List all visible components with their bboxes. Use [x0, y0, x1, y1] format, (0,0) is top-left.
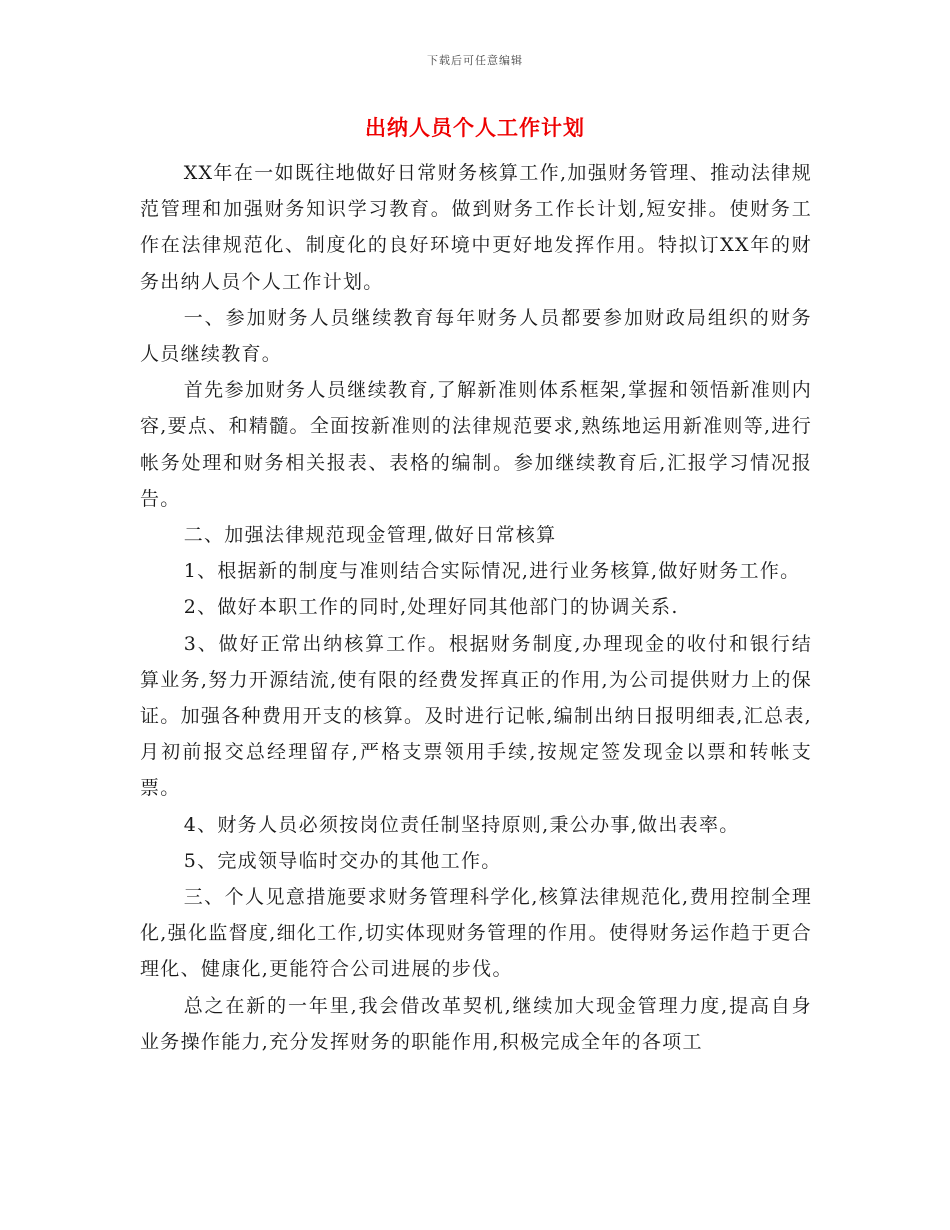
paragraph-conclusion: 总之在新的一年里,我会借改革契机,继续加大现金管理力度,提高自身业务操作能力,充分发挥财务的职能作用,积极完成全年的各项工 [140, 994, 812, 1053]
paragraph-section-3: 三、个人见意措施要求财务管理科学化,核算法律规范化,费用控制全理化,强化监督度,细化工作,切实体现财务管理的作用。使得财务运作趋于更合理化、健康化,更能符合公司进展的步伐。 [140, 886, 812, 981]
paragraph-intro: XX年在一如既往地做好日常财务核算工作,加强财务管理、推动法律规范管理和加强财务知识学习教育。做到财务工作长计划,短安排。使财务工作在法律规范化、制度化的良好环境中更好地发挥作用。特拟订XX年的财务出纳人员个人工作计划。 [140, 162, 812, 293]
paragraph-section-1-heading: 一、参加财务人员继续教育每年财务人员都要参加财政局组织的财务人员继续教育。 [140, 306, 812, 366]
paragraph-item-5: 5、完成领导临时交办的其他工作。 [183, 849, 502, 872]
document-body [140, 155, 812, 1060]
document-title: 出纳人员个人工作计划 [365, 115, 585, 140]
paragraph-item-2: 2、做好本职工作的同时,处理好同其他部门的协调关系. [183, 596, 679, 619]
header-note: 下载后可任意编辑 [427, 54, 523, 67]
paragraph-item-3: 3、做好正常出纳核算工作。根据财务制度,办理现金的收付和银行结算业务,努力开源结流,使有限的经费发挥真正的作用,为公司提供财力上的保证。加强各种费用开支的核算。及时进行记帐,编制出纳日报明细表,汇总表,月初前报交总经理留存,严格支票领用手续,按规定签发现金以票和转帐支票。 [140, 632, 812, 800]
paragraph-item-4: 4、财务人员必须按岗位责任制坚持原则,秉公办事,做出表率。 [183, 813, 740, 836]
paragraph-section-2-heading: 二、加强法律规范现金管理,做好日常核算 [183, 524, 557, 547]
paragraph-section-1-body: 首先参加财务人员继续教育,了解新准则体系框架,掌握和领悟新准则内容,要点、和精髓。全面按新准则的法律规范要求,熟练地运用新准则等,进行帐务处理和财务相关报表、表格的编制。参加继续教育后,汇报学习情况报告。 [140, 379, 812, 510]
paragraph-item-1: 1、根据新的制度与准则结合实际情况,进行业务核算,做好财务工作。 [183, 560, 801, 583]
